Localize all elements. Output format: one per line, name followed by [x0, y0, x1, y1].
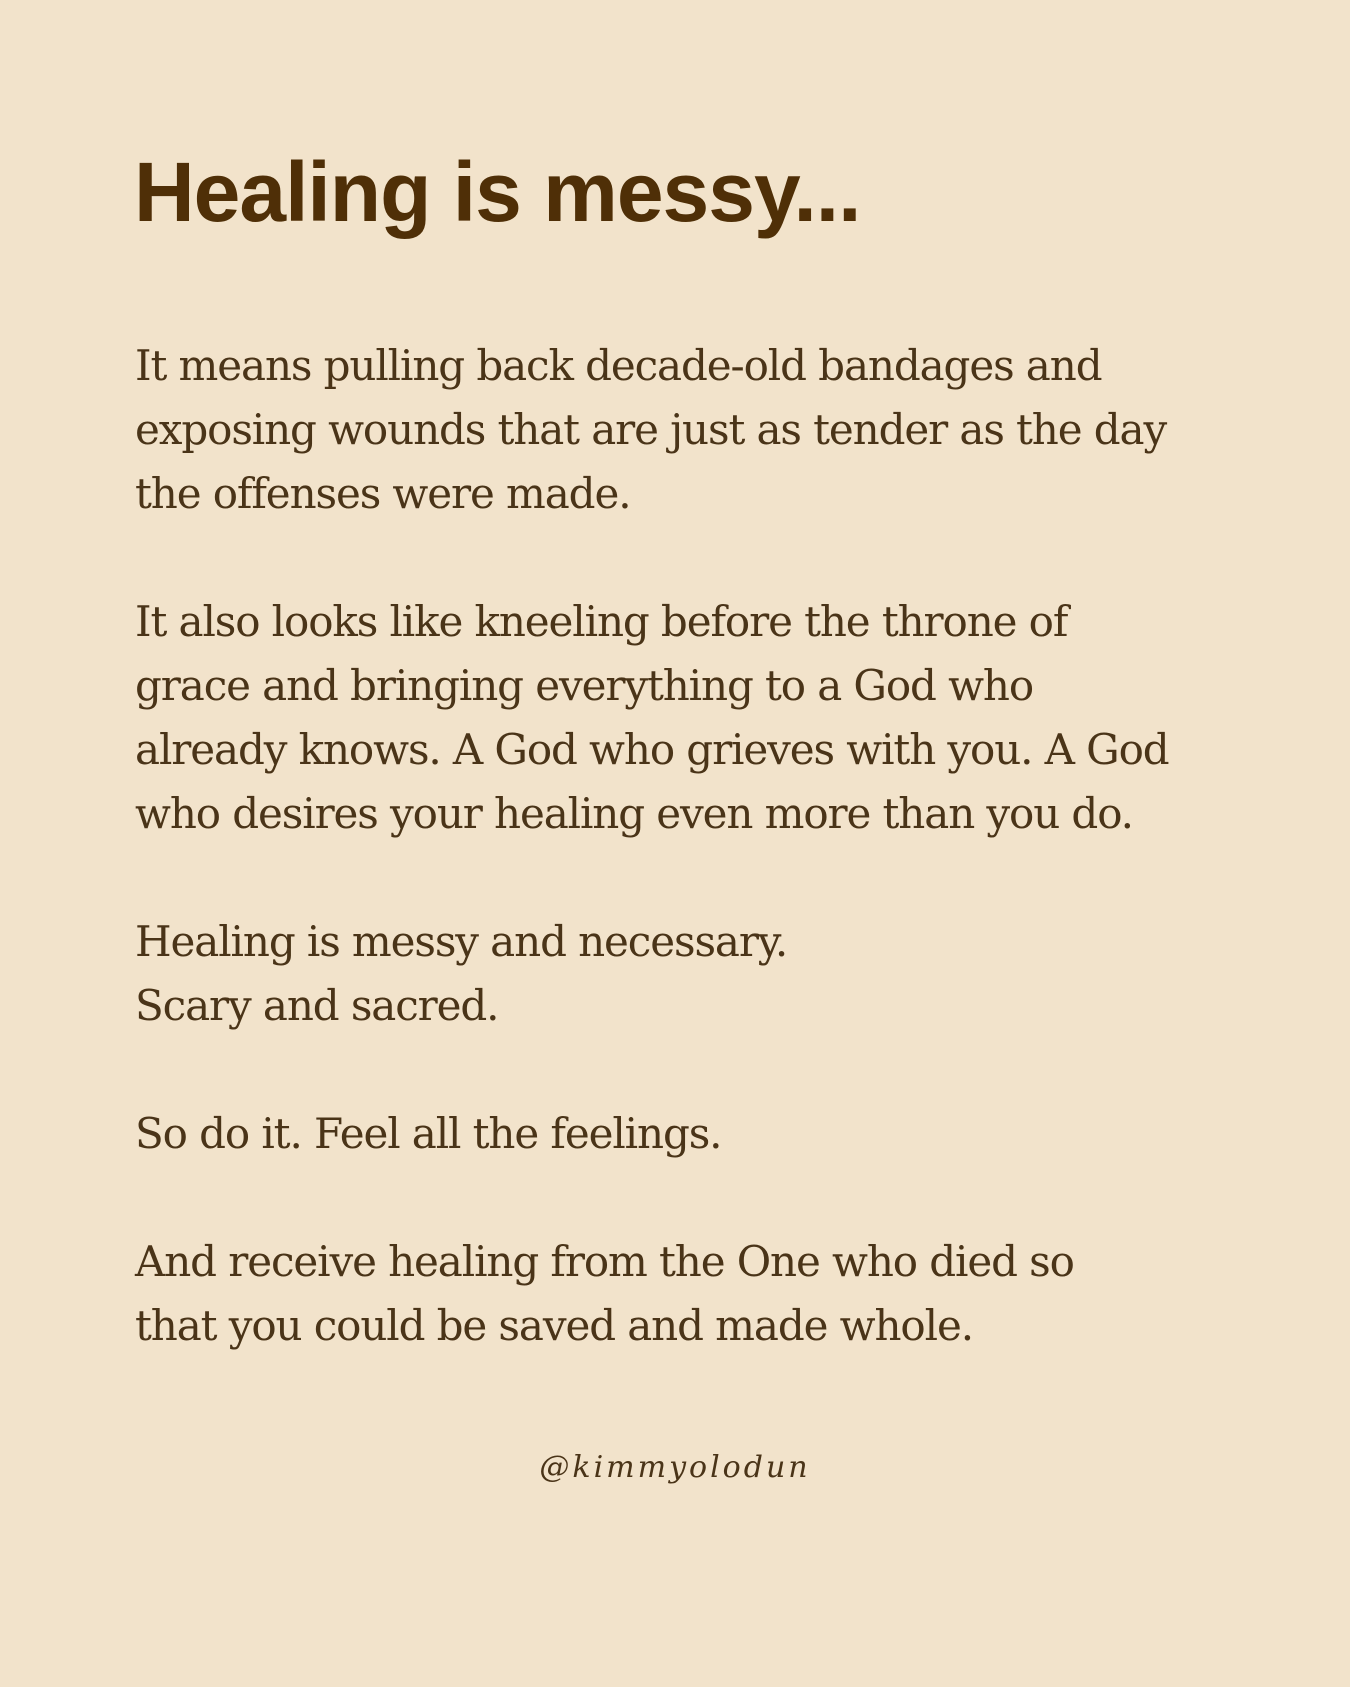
text-line: Scary and sacred. [135, 981, 499, 1030]
text-line: who desires your healing even more than you do. [135, 789, 1133, 838]
text-line: Healing is messy and necessary. [135, 917, 788, 966]
post-title: Healing is messy... [134, 145, 861, 239]
paragraph-4 [135, 1102, 1245, 1166]
paragraph-2 [135, 590, 1245, 846]
text-line: It also looks like kneeling before the throne of [135, 597, 1068, 646]
text-line: And receive healing from the One who died so [135, 1237, 1074, 1286]
text-line: the offenses were made. [135, 469, 631, 518]
author-handle: @kimmyolodun [539, 1450, 811, 1485]
paragraph-5 [135, 1230, 1245, 1358]
text-line: So do it. Feel all the feelings. [135, 1109, 722, 1158]
post-body [135, 334, 1245, 1358]
paragraph-3 [135, 910, 1245, 1038]
text-line: already knows. A God who grieves with you. A God [135, 725, 1169, 774]
text-line: grace and bringing everything to a God who [135, 661, 1034, 710]
paragraph-1 [135, 334, 1245, 526]
text-line: exposing wounds that are just as tender as the day [135, 405, 1167, 454]
text-line: that you could be saved and made whole. [135, 1301, 973, 1350]
text-line: It means pulling back decade-old bandages and [135, 341, 1102, 390]
